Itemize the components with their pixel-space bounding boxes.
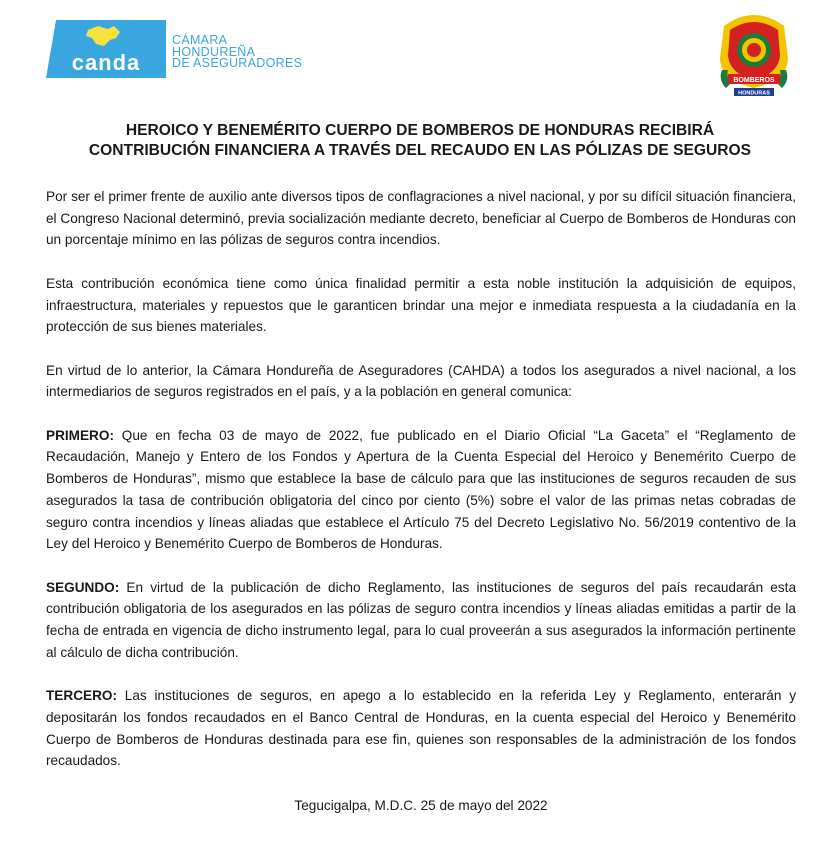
- cahda-logo-text: canda: [71, 50, 141, 75]
- letterhead: [0, 0, 839, 110]
- paragraph-purpose: Esta contribución económica tiene como única finalidad permitir a esta noble institución la adquisición de equipos, infraestructura, materiales y repuestos que le garanticen brindar una mejor e inmediata respuesta a la ciudadanía en la protección de sus bienes materiales.: [46, 275, 796, 335]
- paragraph-segundo: [46, 577, 796, 664]
- paragraph-intro: Por ser el primer frente de auxilio ante diversos tipos de conflagraciones a nivel nacional, y por su difícil situación financiera, el Congreso Nacional determinó, previa socialización mediante decreto, beneficiar al Cuerpo de Bomberos de Honduras con un porcentaje mínimo en las pólizas de seguros contra incendios.: [46, 189, 796, 248]
- press-release-title: [40, 121, 800, 161]
- cahda-name-line-3: DE ASEGURADORES: [172, 56, 303, 70]
- paragraph-announcement: En virtud de lo anterior, la Cámara Hondureña de Aseguradores (CAHDA) a todos los asegurados a nivel nacional, a los intermediarios de seguros registrados en el país, y a la población en general comunica:: [46, 362, 796, 400]
- tercero-text: Las instituciones de seguros, en apego a lo establecido en la referida Ley y Reglamento, enterarán y depositarán los fondos recaudados en el Banco Central de Honduras, en la cuenta especial del Heroico y Benemérito Cuerpo de Bomberos de Honduras destinada para ese fin, quienes son responsables de la administración de los fondos recaudados.: [46, 688, 796, 769]
- closing-date-line: Tegucigalpa, M.D.C. 25 de mayo del 2022: [294, 798, 548, 813]
- title-line-1: HEROICO Y BENEMÉRITO CUERPO DE BOMBEROS DE HONDURAS RECIBIRÁ: [125, 122, 715, 139]
- bomberos-logo: [712, 8, 796, 98]
- tercero-label: TERCERO:: [46, 688, 117, 704]
- press-release-body: [46, 186, 796, 772]
- paragraph-primero: [46, 425, 796, 555]
- primero-text: Que en fecha 03 de mayo de 2022, fue publicado en el Diario Oficial “La Gaceta” el “Reglamento de Recaudación, Manejo y Entero de los Fondos y Apertura de la Cuenta Especial del Heroico y Benemérito Cuerpo de Bomberos de Honduras”, mismo que establece la base de cálculo para que las instituciones de seguros recauden de sus asegurados la tasa de contribución obligatoria del cinco por ciento (5%) sobre el valor de las primas netas cobradas de seguro contra incendios y líneas aliadas que establece el Artículo 75 del Decreto Legislativo No. 56/2019 contentivo de la Ley del Heroico y Benemérito Cuerpo de Bomberos de Honduras.: [46, 427, 796, 552]
- title-line-2: CONTRIBUCIÓN FINANCIERA A TRAVÉS DEL RECAUDO EN LAS PÓLIZAS DE SEGUROS: [88, 142, 752, 159]
- segundo-label: SEGUNDO:: [46, 579, 120, 595]
- cahda-name-line-1: CÁMARA: [172, 33, 228, 47]
- primero-label: PRIMERO:: [46, 427, 114, 443]
- segundo-text: En virtud de la publicación de dicho Reglamento, las instituciones de seguros del país recaudarán esta contribución obligatoria de los asegurados en las pólizas de seguro contra incendios y líneas aliadas emitidas a partir de la fecha de entrada en vigencia de dicho instrumento legal, para lo cual proveerán a sus asegurados la información pertinente al cálculo de dicha contribución.: [46, 579, 796, 660]
- paragraph-tercero: [46, 685, 796, 772]
- cahda-logo: [46, 20, 166, 78]
- cahda-name-line-2: HONDUREÑA: [172, 44, 256, 59]
- bomberos-badge-text: BOMBEROS: [733, 77, 775, 84]
- cahda-name: [172, 35, 302, 70]
- bomberos-ribbon-text: HONDURAS: [738, 90, 770, 97]
